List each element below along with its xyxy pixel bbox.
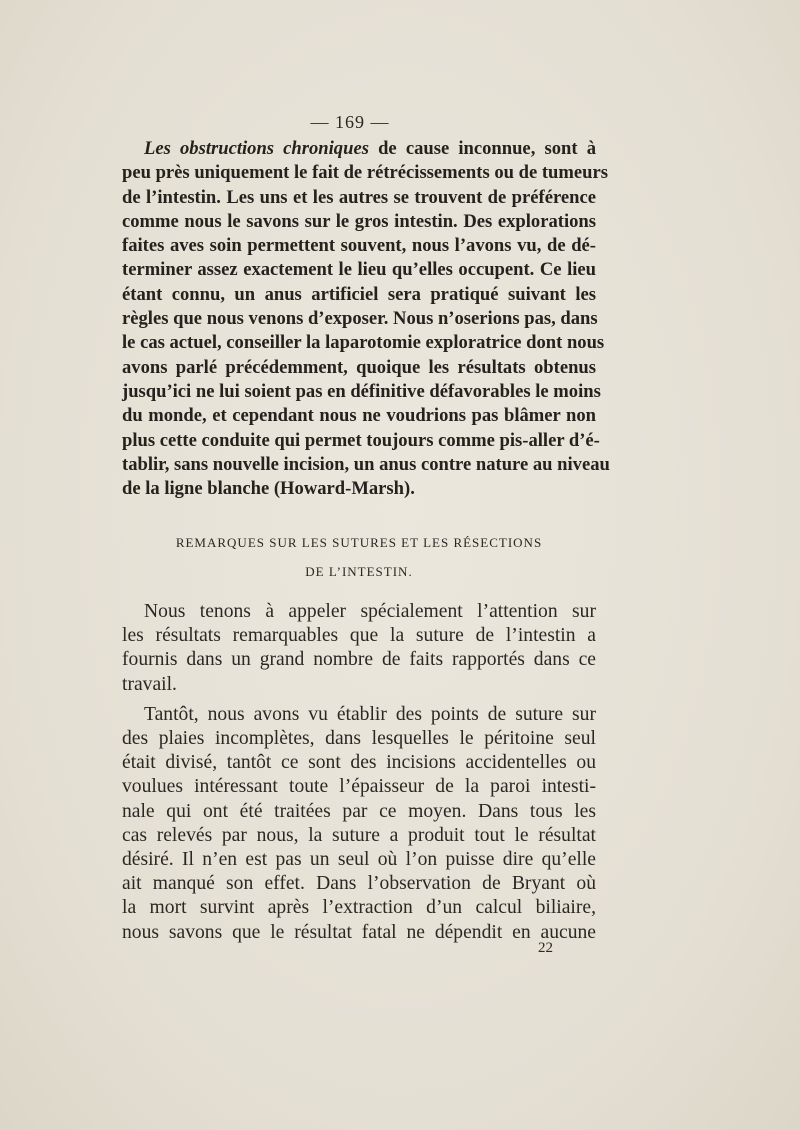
text-line: Les obstructions chroniques de cause inconnue, sont à	[144, 138, 596, 159]
text-line: fournis dans un grand nombre de faits rapportés dans ce	[122, 649, 596, 671]
text-line: Nous tenons à appeler spécialement l’attention sur	[144, 601, 596, 622]
text-line: étant connu, un anus artificiel sera pratiqué suivant les	[122, 283, 596, 305]
italic-term: Les obstructions chroniques	[144, 138, 369, 159]
paragraph-sutures	[122, 600, 596, 945]
text-line: des plaies incomplètes, dans lesquelles le péritoine seul	[122, 728, 596, 750]
text-line: faites aves soin permettent souvent, nous l’avons vu, de dé-	[122, 235, 596, 257]
text-line: nale qui ont été traitées par ce moyen. Dans tous les	[122, 800, 596, 822]
text-line: désiré. Il n’en est pas un seul où l’on puisse dire qu’elle	[122, 849, 596, 871]
text-line: le cas actuel, conseiller la laparotomie exploratrice dont nous	[122, 332, 605, 354]
text-line: la mort survint après l’extraction d’un calcul biliaire,	[122, 897, 596, 919]
text-line: de l’intestin. Les uns et les autres se trouvent de préférence	[122, 186, 596, 208]
text-line: règles que nous venons d’exposer. Nous n’oserions pas, dans	[122, 308, 598, 330]
text-line: peu près uniquement le fait de rétrécissements ou de tumeurs	[122, 162, 608, 184]
section-heading-line1: REMARQUES SUR LES SUTURES ET LES RÉSECTIONS	[175, 535, 543, 550]
text-line: de la ligne blanche (Howard-Marsh).	[122, 478, 415, 500]
text-line: tablir, sans nouvelle incision, un anus contre nature au niveau	[122, 453, 610, 475]
text-line: jusqu’ici ne lui soient pas en définitive défavorables le moins	[122, 380, 601, 402]
text-line: nous savons que le résultat fatal ne dépendit en aucune	[122, 921, 596, 943]
text-line: terminer assez exactement le lieu qu’elles occupent. Ce lieu	[122, 259, 596, 281]
paragraph-obstructions	[122, 137, 610, 501]
heading-word: INTESTIN.	[341, 564, 413, 579]
page-number: — 169 —	[310, 112, 390, 132]
text-line: les résultats remarquables que la suture de l’intestin a	[122, 625, 596, 647]
text-line: du monde, et cependant nous ne voudrions pas blâmer non	[122, 405, 596, 427]
text-line: comme nous le savons sur le gros intestin. Des explorations	[122, 210, 596, 232]
section-heading-line2: DE L’INTESTIN.	[305, 564, 413, 579]
text-line: ait manqué son effet. Dans l’observation de Bryant où	[122, 873, 596, 895]
text-line: plus cette conduite qui permet toujours comme pis-aller d’é-	[122, 429, 600, 451]
text-line: était divisé, tantôt ce sont des incisions accidentelles ou	[122, 752, 596, 774]
signature-mark: 22	[538, 940, 553, 956]
text-line: voulues intéressant toute l’épaisseur de la paroi intesti-	[122, 776, 596, 798]
text-line: Tantôt, nous avons vu établir des points de suture sur	[144, 703, 596, 725]
text-line: avons parlé précédemment, quoique les résultats obtenus	[122, 356, 596, 378]
text-line: cas relevés par nous, la suture a produit tout le résultat	[122, 824, 596, 846]
text-line: travail.	[122, 673, 177, 695]
